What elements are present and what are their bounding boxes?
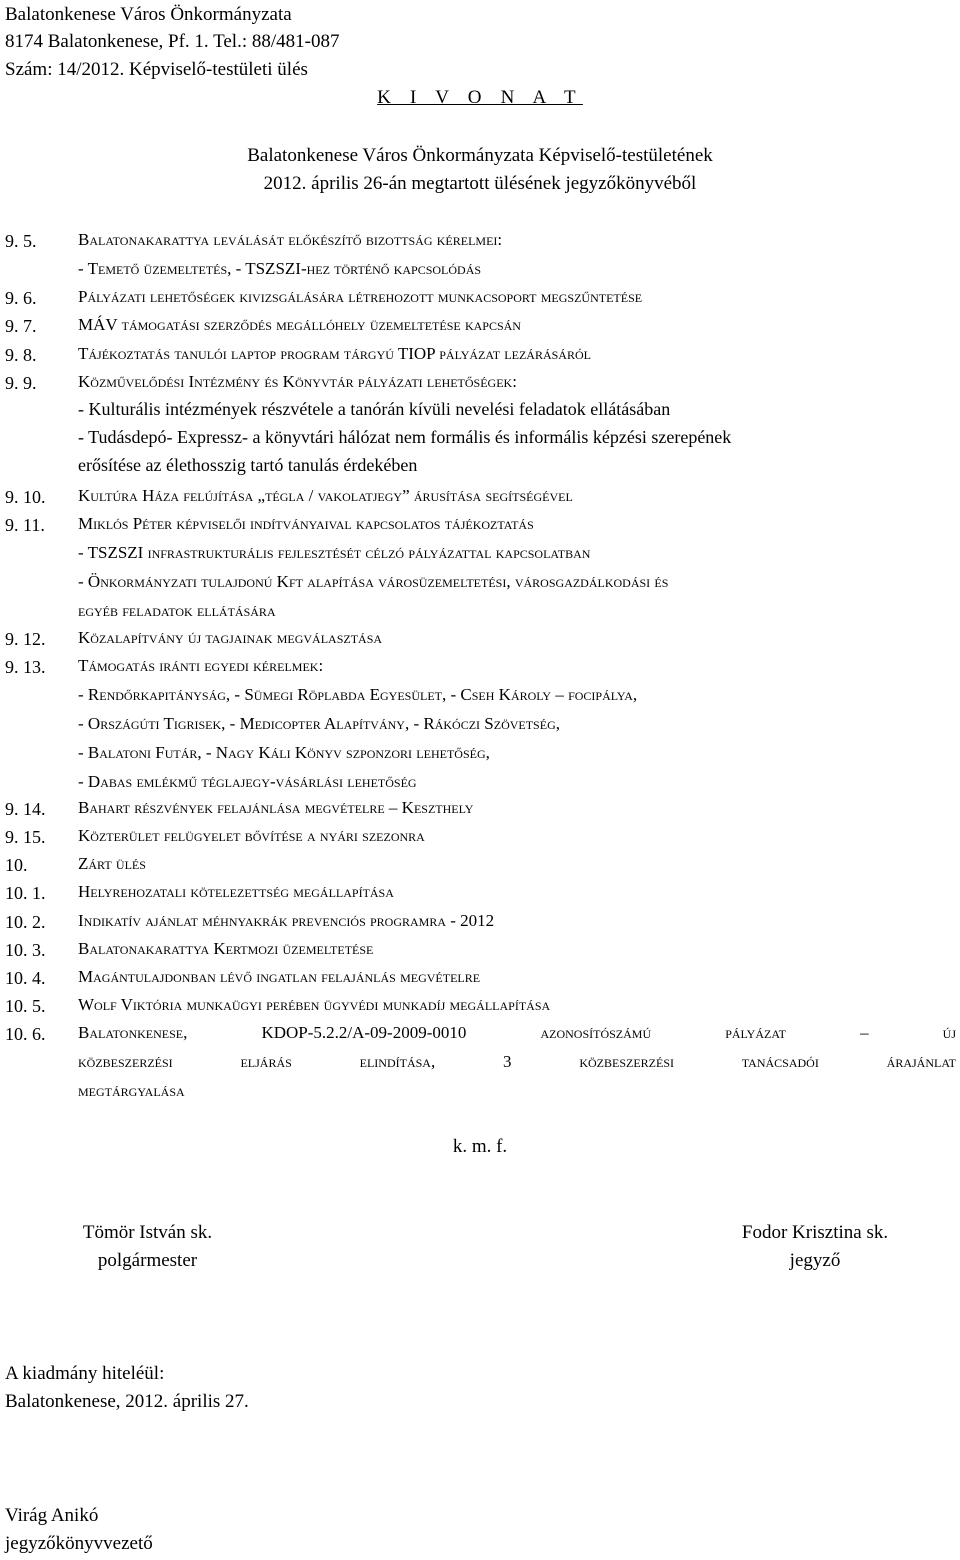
signature-right: [700, 1219, 930, 1275]
item-text: Zárt ülés: [78, 854, 146, 873]
item-text: Helyrehozatali kötelezettség megállapítása: [78, 882, 394, 901]
item-text: - TSZSZI infrastrukturális fejlesztését célzó pályázattal kapcsolatban: [78, 543, 591, 562]
item-number: 9. 14.: [5, 799, 46, 819]
place-date: Balatonkenese, 2012. április 27.: [5, 1391, 249, 1412]
item-text: Balatonakarattya Kertmozi üzemeltetése: [78, 939, 374, 958]
mayor-title: polgármester: [97, 1250, 198, 1271]
document-type: [0, 85, 960, 111]
item-text: - Balatoni Futár, - Nagy Káli Könyv szponzori lehetőség,: [78, 743, 490, 762]
kmf-mark: k. m. f.: [452, 1136, 508, 1157]
notary-title: jegyző: [789, 1250, 841, 1271]
item-number: 9. 10.: [5, 487, 46, 507]
mayor-name: Tömör István sk.: [82, 1222, 213, 1243]
signature-left: [40, 1219, 255, 1275]
certified-label: A kiadmány hiteléül:: [5, 1363, 165, 1384]
item-number: 10.: [5, 855, 28, 875]
item-number: 9. 15.: [5, 827, 46, 847]
item-text: - Dabas emlékmű téglajegy-vásárlási lehetőség: [78, 772, 417, 791]
item-number: 9. 7.: [5, 316, 37, 336]
item-text: Balatonkenese, KDOP-5.2.2/A-09-2009-0010 azonosítószámú pályázat – új: [78, 1023, 956, 1042]
item-text: Bahart részvények felajánlása megvételre – Keszthely: [78, 798, 474, 817]
org-address: 8174 Balatonkenese, Pf. 1. Tel.: 88/481-087: [5, 31, 340, 52]
recorder-name: Virág Anikó: [5, 1505, 99, 1526]
item-number: 9. 8.: [5, 345, 37, 365]
notary-name: Fodor Krisztina sk.: [741, 1222, 889, 1243]
item-number: 9. 5.: [5, 231, 37, 251]
item-text: közbeszerzési eljárás elindítása, 3 közbeszerzési tanácsadói árajánlat: [78, 1052, 956, 1071]
item-number: 9. 9.: [5, 373, 37, 393]
item-detail: erősítése az élethosszig tartó tanulás érdekében: [78, 455, 418, 475]
item-number: 10. 6.: [5, 1024, 46, 1044]
item-text: Balatonakarattya leválását előkészítő bizottság kérelmei:: [78, 230, 503, 249]
item-detail: - Tudásdepó- Expressz- a könyvtári hálózat nem formális és informális képzési szerepének: [78, 427, 732, 447]
item-text: Kultúra Háza felújítása „tégla / vakolatjegy” árusítása segítségével: [78, 486, 573, 505]
item-number: 10. 2.: [5, 912, 46, 932]
item-number: 9. 12.: [5, 629, 46, 649]
kivonat-heading: K I V O N A T: [377, 87, 583, 108]
item-detail: - Kulturális intézmények részvétele a tanórán kívüli nevelési feladatok ellátásában: [78, 399, 671, 419]
item-text: Tájékoztatás tanulói laptop program tárgyú TIOP pályázat lezárásáról: [78, 344, 591, 363]
item-text: Miklós Péter képviselői indítványaival kapcsolatos tájékoztatás: [78, 514, 534, 533]
item-number: 10. 1.: [5, 883, 46, 903]
item-number: 10. 4.: [5, 968, 46, 988]
item-text: Indikatív ajánlat méhnyakrák prevenciós programra - 2012: [78, 911, 495, 930]
recorder-title: jegyzőkönyvvezető: [5, 1533, 153, 1554]
item-text: MÁV támogatási szerződés megállóhely üzemeltetése kapcsán: [78, 315, 521, 334]
title-line-1: Balatonkenese Város Önkormányzata Képviselő-testületének: [247, 145, 713, 166]
item-text: - Országúti Tigrisek, - Medicopter Alapítvány, - Rákóczi Szövetség,: [78, 714, 560, 733]
item-text: Támogatás iránti egyedi kérelmek:: [78, 656, 324, 675]
item-text: - Rendőrkapitányság, - Sümegi Röplabda Egyesület, - Cseh Károly – focipálya,: [78, 685, 638, 704]
item-text: - Önkormányzati tulajdonú Kft alapítása városüzemeltetési, városgazdálkodási és: [78, 572, 669, 591]
item-text: Közművelődési Intézmény és Könyvtár pályázati lehetőségek:: [78, 372, 517, 391]
item-number: 9. 11.: [5, 515, 45, 535]
document-reference: Szám: 14/2012. Képviselő-testületi ülés: [5, 59, 308, 80]
item-text: Közterület felügyelet bővítése a nyári szezonra: [78, 826, 425, 845]
item-text: Wolf Viktória munkaügyi perében ügyvédi munkadíj megállapítása: [78, 995, 551, 1014]
org-name: Balatonkenese Város Önkormányzata: [5, 4, 292, 25]
item-text: Közalapítvány új tagjainak megválasztása: [78, 628, 383, 647]
item-number: 9. 6.: [5, 288, 37, 308]
item-text: Magántulajdonban lévő ingatlan felajánlás megvételre: [78, 967, 481, 986]
item-number: 10. 5.: [5, 996, 46, 1016]
item-text: egyéb feladatok ellátására: [78, 601, 276, 620]
item-number: 9. 13.: [5, 657, 46, 677]
item-text: Pályázati lehetőségek kivizsgálására létrehozott munkacsoport megszűntetése: [78, 287, 643, 306]
item-number: 10. 3.: [5, 940, 46, 960]
item-text: megtárgyalása: [78, 1081, 185, 1100]
item-text: - Temető üzemeltetés, - TSZSZI-hez történő kapcsolódás: [78, 259, 482, 278]
title-line-2: 2012. április 26-án megtartott ülésének jegyzőkönyvéből: [263, 173, 697, 194]
